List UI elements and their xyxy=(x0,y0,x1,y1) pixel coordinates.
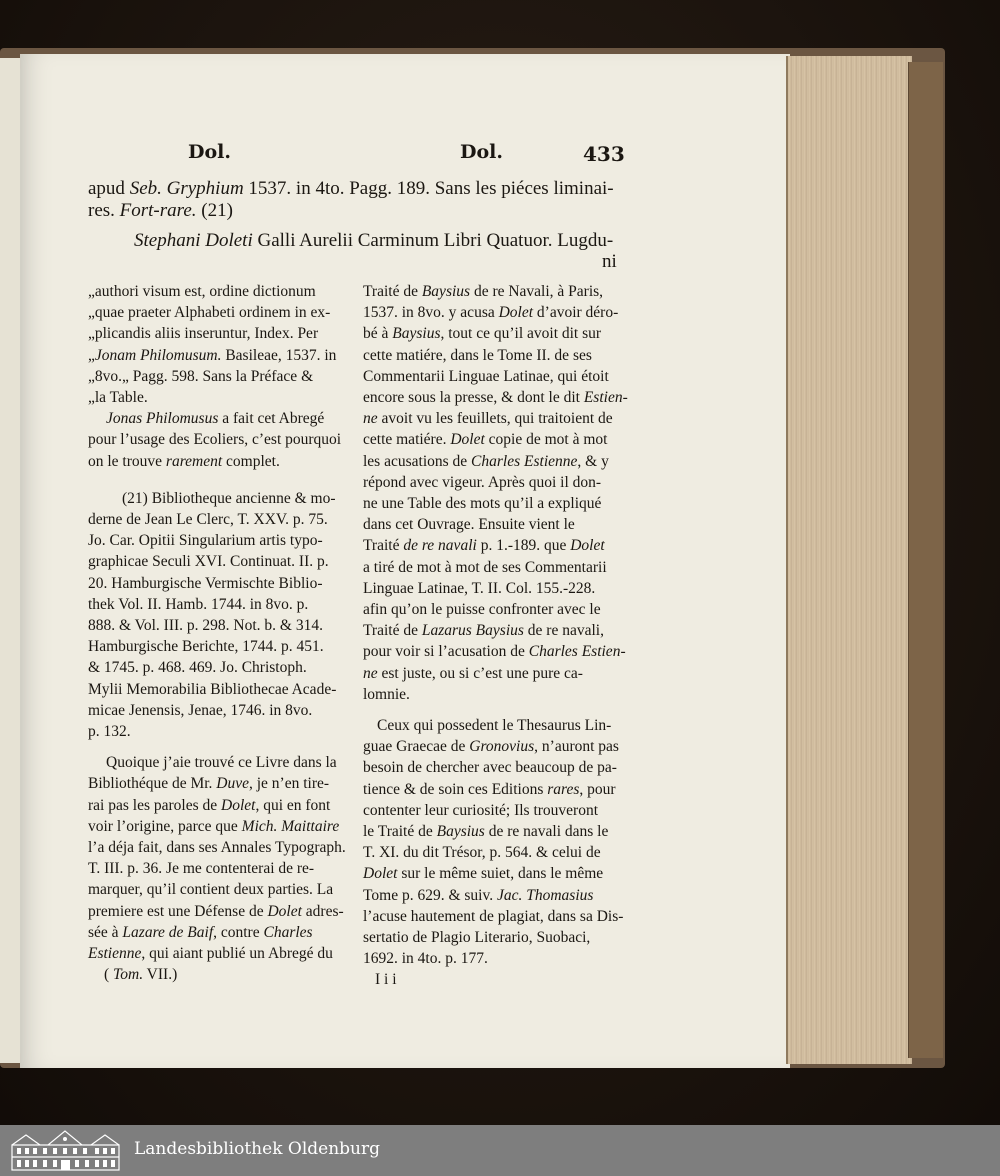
text-line xyxy=(88,638,324,656)
text-segment: graphicae Seculi XVI. Continuat. II. p. xyxy=(88,553,329,571)
text-segment: rarement xyxy=(165,452,223,470)
text-line xyxy=(363,738,619,756)
text-segment: VII.) xyxy=(143,966,178,984)
text-segment: Tom. xyxy=(113,966,144,984)
text-line xyxy=(363,389,628,407)
text-segment: adres- xyxy=(301,902,344,920)
text-line xyxy=(88,775,329,793)
text-segment: ni xyxy=(602,251,617,272)
text-segment: complet. xyxy=(222,452,280,470)
running-head-left: Dol. xyxy=(188,141,231,163)
text-line xyxy=(122,490,336,508)
text-line xyxy=(363,929,590,947)
text-segment: Baysius xyxy=(421,283,471,300)
text-segment: répond avec vigeur. Après quoi il don- xyxy=(363,473,602,491)
page-fore-edge xyxy=(786,56,912,1064)
text-line xyxy=(88,659,307,677)
text-segment: Bibliothéque de Mr. xyxy=(88,775,217,793)
text-line xyxy=(88,881,333,899)
page-number: 433 xyxy=(583,142,625,166)
text-line xyxy=(363,759,617,777)
text-line xyxy=(88,431,341,449)
library-name: Landesbibliothek Oldenburg xyxy=(134,1139,381,1159)
text-segment: Commentarii Linguae Latinae, qui étoit xyxy=(363,367,609,385)
text-line xyxy=(88,681,336,699)
text-segment: Ceux qui possedent le Thesaurus Lin- xyxy=(377,717,612,734)
text-segment: T. III. p. 36. Je me contenterai de re- xyxy=(88,860,315,878)
text-line xyxy=(363,802,598,820)
text-segment: Linguae Latinae, T. II. Col. 155.-228. xyxy=(363,579,596,597)
text-line xyxy=(88,389,148,407)
text-line xyxy=(88,368,313,386)
text-segment: apud xyxy=(88,178,130,199)
text-segment: & 1745. p. 468. 469. Jo. Christoph. xyxy=(88,659,307,677)
text-line xyxy=(88,818,339,836)
text-segment: Traité de xyxy=(363,283,422,300)
text-line xyxy=(363,283,603,301)
text-segment: Quoique j’aie trouvé ce Livre dans la xyxy=(106,754,337,772)
text-line xyxy=(377,717,611,735)
text-segment: Lazarus Baysius xyxy=(421,622,524,640)
text-segment: rares xyxy=(547,780,580,798)
text-line xyxy=(363,410,613,428)
text-line xyxy=(363,865,603,883)
text-line xyxy=(88,347,336,365)
cover-edge xyxy=(908,62,943,1058)
text-line xyxy=(88,200,233,222)
text-line xyxy=(375,971,397,989)
library-building-icon xyxy=(8,1129,123,1172)
text-line xyxy=(88,178,614,200)
text-line xyxy=(363,453,609,471)
text-segment: de re navali xyxy=(403,537,477,555)
text-segment: voir l’origine, parce que xyxy=(88,817,242,835)
text-line xyxy=(88,532,323,550)
text-line xyxy=(106,754,337,772)
text-segment: tience & de soin ces Editions xyxy=(363,780,548,798)
text-segment: copie de mot à mot xyxy=(484,431,608,449)
text-line xyxy=(104,966,177,984)
text-segment: Charles Estien- xyxy=(528,643,626,661)
text-segment: a fait cet Abregé xyxy=(218,410,325,428)
text-segment: Charles xyxy=(263,923,313,941)
text-line xyxy=(363,643,626,661)
text-segment: 1537. in 4to. Pagg. 189. Sans les piéces liminai- xyxy=(243,178,614,199)
text-segment: Mich. Maittaire xyxy=(241,817,340,835)
text-line xyxy=(363,950,488,968)
text-line xyxy=(363,887,593,905)
text-segment: Hamburgische Berichte, 1744. p. 451. xyxy=(88,638,324,656)
text-segment: , je n’en tire- xyxy=(249,775,330,793)
text-segment: contenter leur curiosité; Ils trouveront xyxy=(363,801,599,819)
text-segment: Dolet xyxy=(570,537,605,555)
text-segment: , n’auront pas xyxy=(534,738,619,756)
text-segment: cette matiére, dans le Tome II. de ses xyxy=(363,346,592,364)
text-segment: encore sous la presse, & dont le dit xyxy=(363,389,584,406)
text-segment: Dolet xyxy=(363,865,398,883)
text-line xyxy=(88,723,131,741)
text-segment: Mylii Memorabilia Bibliothecae Acade- xyxy=(88,680,337,698)
text-segment: sur le même suiet, dans le même xyxy=(397,865,604,883)
text-segment: pour voir si l’acusation de xyxy=(363,643,529,661)
text-line xyxy=(363,304,618,322)
text-segment: dans cet Ouvrage. Ensuite vient le xyxy=(363,516,575,534)
text-line xyxy=(363,781,616,799)
text-segment: ( xyxy=(104,966,114,984)
text-segment: bé à xyxy=(363,325,393,343)
text-segment: derne de Jean Le Clerc, T. XXV. p. 75. xyxy=(88,511,328,528)
text-segment: , qui en font xyxy=(255,796,331,814)
text-line xyxy=(363,601,601,619)
text-segment: premiere est une Défense de xyxy=(88,902,268,920)
text-segment: res. xyxy=(88,200,120,221)
text-segment: ne xyxy=(363,410,378,428)
text-segment: 20. Hamburgische Vermischte Biblio- xyxy=(88,574,323,592)
text-segment: rai pas les paroles de xyxy=(88,796,221,814)
text-segment: d’avoir déro- xyxy=(533,304,619,322)
text-line xyxy=(88,617,323,635)
text-segment: Baysius xyxy=(392,325,441,343)
text-line xyxy=(88,575,322,593)
text-segment: thek Vol. II. Hamb. 1744. in 8vo. p. xyxy=(88,595,309,613)
text-line xyxy=(363,516,575,534)
text-segment: besoin de chercher avec beaucoup de pa- xyxy=(363,759,617,777)
text-segment: ne xyxy=(363,664,378,682)
text-segment: ne une Table des mots qu’il a expliqué xyxy=(363,495,602,512)
text-segment: Traité xyxy=(363,537,404,555)
text-line xyxy=(88,283,316,301)
text-segment: a tiré de mot à mot de ses Commentarii xyxy=(363,558,607,576)
text-line xyxy=(88,596,308,614)
text-segment: 1692. in 4to. p. 177. xyxy=(363,950,488,968)
text-line xyxy=(88,511,328,529)
text-segment: „la Table. xyxy=(88,389,148,406)
text-segment: de re navali, xyxy=(523,622,604,640)
text-segment: , contre xyxy=(213,923,264,941)
text-line xyxy=(363,823,608,841)
text-segment: lomnie. xyxy=(363,685,410,703)
text-segment: Dolet xyxy=(267,902,302,920)
text-segment: Jonam Philomusum. xyxy=(94,346,222,364)
text-line xyxy=(363,474,601,492)
text-segment: , qui aiant publié un Abregé du xyxy=(141,945,333,962)
text-segment: Dolet xyxy=(450,431,485,449)
text-segment: I i i xyxy=(375,971,397,989)
text-segment: 1537. in 8vo. y acusa xyxy=(363,304,499,322)
left-page-edge xyxy=(0,58,21,1063)
text-line xyxy=(363,844,601,862)
text-segment: micae Jenensis, Jenae, 1746. in 8vo. xyxy=(88,701,313,719)
text-segment: „plicandis aliis inseruntur, Index. Per xyxy=(88,325,319,343)
text-segment: Seb. Gryphium xyxy=(129,178,244,199)
text-line xyxy=(363,580,595,598)
text-segment: on le trouve xyxy=(88,452,166,470)
text-segment: T. XI. du dit Trésor, p. 564. & celui de xyxy=(363,844,601,862)
text-line xyxy=(363,622,604,640)
text-segment: Gronovius xyxy=(469,738,535,756)
text-segment: sée à xyxy=(88,923,123,941)
text-line xyxy=(88,304,330,322)
text-segment: Estienne xyxy=(88,945,142,962)
footer-bar xyxy=(0,1125,1000,1176)
text-line xyxy=(88,839,346,857)
text-segment: „authori visum est, ordine dictionum xyxy=(88,283,316,300)
text-segment: Jonas Philomusus xyxy=(106,410,219,428)
text-segment: Traité de xyxy=(363,622,422,640)
text-segment: marquer, qu’il contient deux parties. La xyxy=(88,881,334,899)
text-segment: avoit vu les feuillets, qui traitoient de xyxy=(377,410,613,428)
text-segment: Estien- xyxy=(583,389,628,406)
text-segment: Dolet xyxy=(498,304,534,322)
text-segment: (21) Bibliotheque ancienne & mo- xyxy=(122,489,336,507)
text-line xyxy=(363,347,592,365)
text-line xyxy=(88,945,333,963)
text-segment: le Traité de xyxy=(363,823,437,840)
text-segment: Dolet xyxy=(221,796,256,814)
text-segment: Duve xyxy=(216,775,249,793)
text-line xyxy=(363,431,607,449)
text-segment: sertatio de Plagio Literario, Suobaci, xyxy=(363,929,591,946)
text-segment: Charles Estienne xyxy=(471,452,578,470)
running-head-center: Dol. xyxy=(460,141,503,163)
text-segment: Tome p. 629. & suiv. xyxy=(363,886,497,904)
text-line xyxy=(106,410,324,428)
text-segment: , pour xyxy=(579,780,616,798)
text-line xyxy=(363,537,605,555)
text-line xyxy=(363,665,583,683)
text-segment: „quae praeter Alphabeti ordinem in ex- xyxy=(88,304,331,322)
text-segment: „8vo.„ Pagg. 598. Sans la Préface & xyxy=(88,367,314,385)
text-segment: Lazare de Baif xyxy=(122,923,214,941)
text-segment: „ xyxy=(88,346,95,364)
text-line xyxy=(134,230,613,252)
text-segment: les acusations de xyxy=(363,452,472,470)
text-line xyxy=(88,903,344,921)
text-segment: Galli Aurelii Carminum Libri Quatuor. Lugdu- xyxy=(252,230,614,251)
text-segment: de re Navali, à Paris, xyxy=(470,283,604,300)
text-segment: Fort-rare. xyxy=(119,200,197,221)
text-line xyxy=(602,251,617,273)
text-line xyxy=(363,908,623,926)
text-line xyxy=(88,325,318,343)
text-segment: Basileae, 1537. in xyxy=(221,346,337,364)
text-segment: cette matiére. xyxy=(363,431,451,449)
text-line xyxy=(88,553,329,571)
text-segment: l’acuse hautement de plagiat, dans sa Dis- xyxy=(363,907,624,925)
text-segment: (21) xyxy=(196,200,233,221)
text-line xyxy=(88,924,313,942)
text-line xyxy=(363,495,601,513)
text-line xyxy=(88,702,312,720)
text-line xyxy=(88,797,330,815)
text-segment: Jo. Car. Opitii Singularium artis typo- xyxy=(88,532,323,550)
text-segment: , & y xyxy=(577,452,609,470)
text-segment: 888. & Vol. III. p. 298. Not. b. & 314. xyxy=(88,617,323,634)
text-segment: Stephani Doleti xyxy=(134,230,253,251)
text-segment: l’a déja fait, dans ses Annales Typograph. xyxy=(88,839,346,856)
text-segment: , tout ce qu’il avoit dit sur xyxy=(440,325,602,343)
text-segment: pour l’usage des Ecoliers, c’est pourquoi xyxy=(88,431,342,449)
text-line xyxy=(363,559,607,577)
text-line xyxy=(363,368,609,386)
text-segment: p. 132. xyxy=(88,723,131,740)
text-line xyxy=(88,860,314,878)
text-segment: afin qu’on le puisse confronter avec le xyxy=(363,601,601,618)
text-line xyxy=(88,453,280,471)
text-line xyxy=(363,325,601,343)
text-segment: p. 1.-189. que xyxy=(476,537,571,555)
text-segment: Jac. Thomasius xyxy=(496,886,594,904)
text-segment: Baysius xyxy=(436,823,485,840)
text-line xyxy=(363,686,410,704)
text-segment: de re navali dans le xyxy=(484,823,609,840)
text-segment: guae Graecae de xyxy=(363,738,470,756)
text-segment: est juste, ou si c’est une pure ca- xyxy=(377,664,583,682)
